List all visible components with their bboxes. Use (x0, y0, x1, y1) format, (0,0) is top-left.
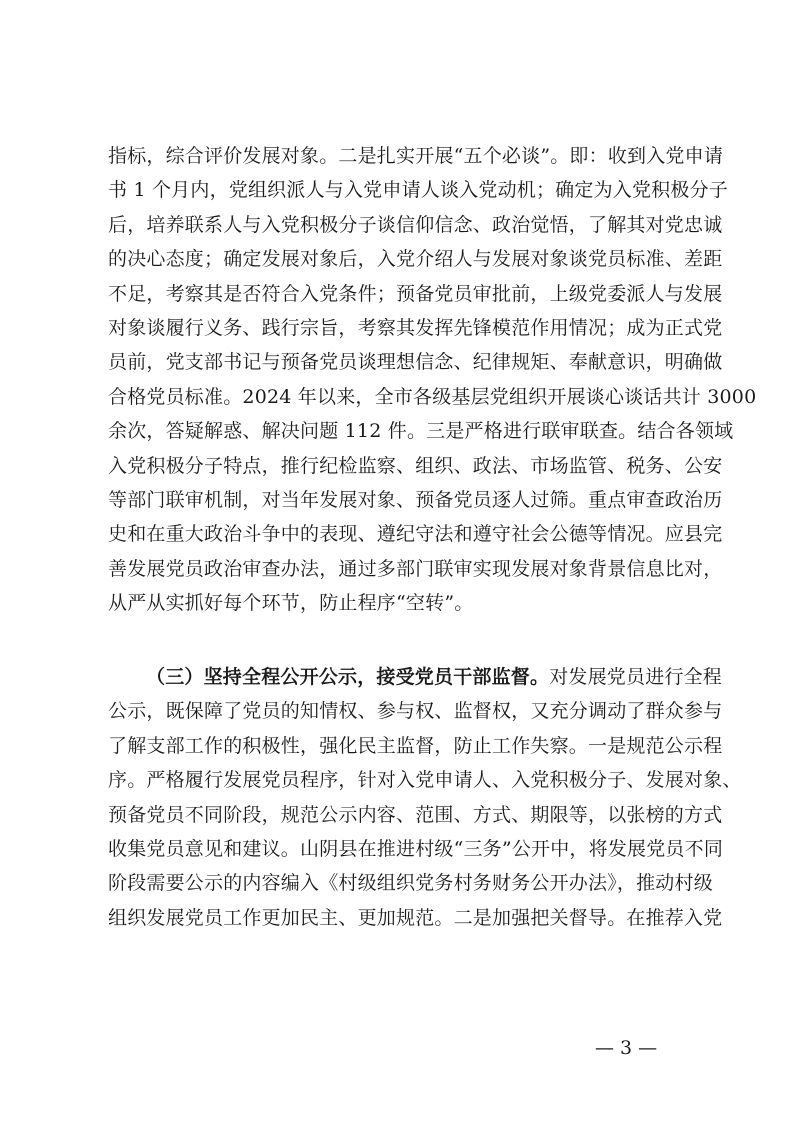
paragraph-2 (108, 660, 742, 935)
section-heading: （三）坚持全程公开公示，接受党员干部监督。 (146, 666, 550, 688)
paragraph-line: 公示，既保障了党员的知情权、参与权、监督权，又充分调动了群众参与 (108, 700, 723, 723)
page-number: — 3 — (595, 1037, 658, 1059)
paragraph-1 (108, 139, 757, 620)
paragraph-line: 从严从实抓好每个环节，防止程序“空转”。 (108, 592, 474, 615)
paragraph-line: 指标，综合评价发展对象。二是扎实开展“五个必谈”。即：收到入党申请 (108, 145, 724, 167)
paragraph-line: 序。严格履行发展党员程序，针对入党申请人、入党积极分子、发展对象、 (108, 769, 742, 792)
paragraph-line: 员前，党支部书记与预备党员谈理想信念、纪律规矩、奉献意识，明确做 (108, 351, 723, 374)
paragraph-line: 对象谈履行义务、践行宗旨，考察其发挥先锋模范作用情况；成为正式党 (108, 316, 723, 339)
paragraph-line: 不足，考察其是否符合入党条件；预备党员审批前，上级党委派人与发展 (108, 282, 723, 305)
paragraph-line: 阶段需要公示的内容编入《村级组织党务村务财务公开办法》，推动村级 (108, 872, 713, 895)
paragraph-line: 组织发展党员工作更加民主、更加规范。二是加强把关督导。在推荐入党 (108, 906, 723, 929)
paragraph-line: 后，培养联系人与入党积极分子谈信仰信念、政治觉悟，了解其对党忠诚 (108, 213, 723, 236)
paragraph-line: 合格党员标准。2024 年以来，全市各级基层党组织开展谈心谈话共计 3000 (108, 385, 757, 408)
paragraph-line: 收集党员意见和建议。山阴县在推进村级“三务”公开中，将发展党员不同 (108, 837, 724, 860)
paragraph-first-line (108, 660, 723, 694)
paragraph-line: 了解支部工作的积极性，强化民主监督，防止工作失察。一是规范公示程 (108, 734, 723, 757)
paragraph-line: 预备党员不同阶段，规范公示内容、范围、方式、期限等，以张榜的方式 (108, 803, 723, 826)
paragraph-line: 余次，答疑解惑、解决问题 112 件。三是严格进行联审联查。结合各领域 (108, 420, 734, 443)
paragraph-line: 史和在重大政治斗争中的表现、遵纪守法和遵守社会公德等情况。应县完 (108, 523, 723, 546)
paragraph-line: 的决心态度；确定发展对象后，入党介绍人与发展对象谈党员标准、差距 (108, 248, 723, 271)
paragraph-line: 入党积极分子特点，推行纪检监察、组织、政法、市场监管、税务、公安 (108, 454, 723, 477)
paragraph-line: 等部门联审机制，对当年发展对象、预备党员逐人过筛。重点审查政治历 (108, 488, 723, 511)
paragraph-line-rest: 对发展党员进行全程 (549, 666, 723, 688)
paragraph-line: 书 1 个月内，党组织派人与入党申请人谈入党动机；确定为入党积极分子 (108, 179, 728, 202)
paragraph-line: 善发展党员政治审查办法，通过多部门联审实现发展对象背景信息比对， (108, 557, 723, 580)
